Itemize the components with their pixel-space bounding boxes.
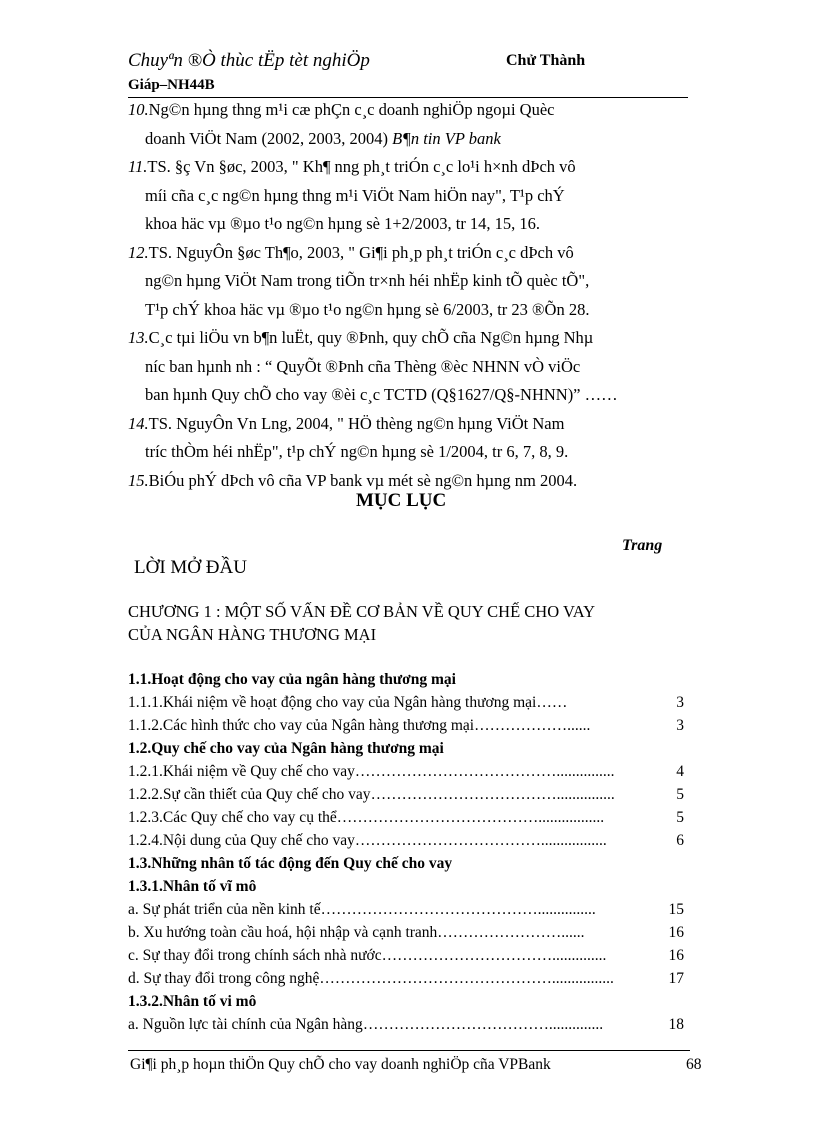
toc-section-heading	[128, 875, 684, 898]
reference-line	[128, 96, 690, 125]
reference-text: TS. §ç Vn §øc, 2003, " Kh¶ nng ph¸t triÓn c¸c lo¹i h×nh dÞch vô	[147, 157, 576, 176]
reference-line	[128, 438, 690, 467]
reference-line	[128, 353, 690, 382]
reference-line	[128, 182, 690, 211]
reference-text: ng©n hµng ViÖt Nam trong tiÕn tr×nh héi nhËp kinh tÕ quèc tÕ",	[145, 271, 590, 290]
reference-list	[128, 96, 690, 495]
toc-entry	[128, 944, 684, 967]
reference-item	[128, 239, 690, 325]
toc-entry-title: c. Sự thay đổi trong chính sách nhà nước	[128, 947, 382, 964]
reference-line	[128, 267, 690, 296]
toc-section-heading	[128, 668, 684, 691]
chapter-heading-line: CHƯƠNG 1 : MỘT SỐ VẤN ĐỀ CƠ BẢN VỀ QUY CHẾ CHO VAY	[128, 602, 596, 621]
reference-number: 10.	[128, 100, 149, 119]
document-title: Chuyªn ®Ò thùc tËp tèt nghiÖp	[128, 50, 370, 71]
toc-leader-dots: ……………………......	[437, 924, 585, 941]
toc-page-label: Trang	[622, 537, 663, 554]
reference-text: T¹p chÝ khoa häc vµ ®µo t¹o ng©n hµng sè 6/2003, tr 23 ®Õn 28.	[145, 299, 590, 319]
chapter-heading-line: CỦA NGÂN HÀNG THƯƠNG MẠI	[128, 625, 377, 644]
toc-entry	[128, 898, 684, 921]
toc-leader-dots: ……………………………………...............	[320, 901, 596, 918]
author-name: Chử Thành	[506, 52, 586, 69]
reference-text: míi cña c¸c ng©n hµng thng m¹i ViÖt Nam hiÖn nay", T¹p chÝ	[145, 185, 565, 205]
toc-page-number: 3	[676, 694, 684, 711]
toc-entry-title: a. Nguồn lực tài chính của Ngân hàng	[128, 1016, 363, 1033]
reference-text: ban hµnh Quy chÕ cho vay ®èi c¸c TCTD (Q§1627/Q§-NHNN)” ……	[145, 385, 618, 404]
toc-entry-title: 1.1.1.Khái niệm về hoạt động cho vay của Ngân hàng thương mại	[128, 694, 537, 711]
reference-line	[128, 153, 690, 182]
toc-entry-title: 1.2.1.Khái niệm về Quy chế cho vay	[128, 763, 355, 780]
toc-entry-title: 1.1.2.Các hình thức cho vay của Ngân hàng thương mại	[128, 717, 475, 734]
reference-item	[128, 153, 690, 239]
reference-text: doanh ViÖt Nam (2002, 2003, 2004)	[145, 128, 388, 148]
reference-number: 11.	[128, 157, 148, 176]
toc-entry-title: d. Sự thay đổi trong công nghệ	[128, 970, 320, 987]
reference-item	[128, 410, 690, 467]
reference-line	[128, 381, 690, 410]
reference-line	[128, 239, 690, 268]
toc-entry-title: 1.2.4.Nội dung của Quy chế cho vay	[128, 832, 355, 849]
table-of-contents	[128, 668, 684, 1036]
toc-leader-dots: …………………………………...............	[354, 763, 615, 780]
reference-line	[128, 324, 690, 353]
reference-item	[128, 96, 690, 153]
toc-leader-dots: ……………………………..............	[381, 947, 607, 964]
toc-title: MỤC LỤC	[356, 490, 447, 511]
toc-entry-title: a. Sự phát triển của nền kinh tế	[128, 901, 321, 918]
toc-section-heading	[128, 852, 684, 875]
toc-intro: LỜI MỞ ĐẦU	[134, 557, 247, 578]
toc-page-number: 5	[676, 786, 684, 803]
toc-section-heading	[128, 990, 684, 1013]
reference-text: TS. NguyÔn Vn Lng, 2004, " HÖ thèng ng©n hµng ViÖt Nam	[148, 413, 565, 433]
toc-leader-dots: ………………………………………................	[319, 970, 614, 987]
reference-source: B¶n tin VP bank	[392, 128, 501, 148]
toc-leader-dots: ……………………………….................	[354, 832, 607, 849]
toc-leader-dots: ……	[536, 694, 568, 711]
toc-entry-title: 1.1.Hoạt động cho vay của ngân hàng thương mại	[128, 671, 456, 688]
toc-entry	[128, 921, 684, 944]
reference-item	[128, 324, 690, 410]
toc-page-number: 6	[676, 832, 684, 849]
toc-page-number: 5	[676, 809, 684, 826]
toc-entry-title: 1.2.Quy chế cho vay của Ngân hàng thương mại	[128, 740, 444, 757]
toc-section-heading	[128, 737, 684, 760]
reference-number: 13.	[128, 328, 149, 347]
reference-number: 12.	[128, 242, 149, 262]
toc-page-number: 16	[668, 947, 684, 964]
reference-text: níc ban hµnh nh : “ QuyÕt ®Þnh cña Thèng ®èc NHNN vÒ viÖc	[145, 356, 581, 376]
reference-number: 15.	[128, 470, 149, 490]
toc-page-number: 3	[676, 717, 684, 734]
toc-entry	[128, 806, 684, 829]
toc-leader-dots: ………………………………….................	[336, 809, 605, 826]
toc-leader-dots: ………………......	[474, 717, 591, 734]
reference-line	[128, 125, 690, 154]
toc-entry	[128, 829, 684, 852]
reference-text: tríc thÒm héi nhËp", t¹p chÝ ng©n hµng sè 1/2004, tr 6, 7, 8, 9.	[145, 442, 569, 461]
reference-text: TS. NguyÔn §øc Th¶o, 2003, " Gi¶i ph¸p ph¸t triÓn c¸c dÞch vô	[148, 242, 574, 262]
footer-text: Gi¶i ph¸p hoµn thiÖn Quy chÕ cho vay doanh nghiÖp cña VPBank	[130, 1056, 551, 1073]
toc-entry	[128, 967, 684, 990]
toc-entry-title: 1.3.2.Nhân tố vi mô	[128, 993, 257, 1010]
toc-page-number: 18	[668, 1016, 684, 1033]
reference-text: C¸c tµi liÖu vn b¶n luËt, quy ®Þnh, quy chÕ cña Ng©n hµng Nhµ	[148, 328, 594, 347]
toc-page-number: 15	[668, 901, 684, 918]
reference-text: Ng©n hµng thng m¹i cæ phÇn c¸c doanh nghiÖp ngoµi Quèc	[148, 100, 555, 119]
toc-entry-title: b. Xu hướng toàn cầu hoá, hội nhập và cạnh tranh	[128, 924, 438, 941]
reference-text: khoa häc vµ ®µo t¹o ng©n hµng sè 1+2/2003, tr 14, 15, 16.	[145, 214, 541, 233]
toc-entry-title: 1.3.Những nhân tố tác động đến Quy chế cho vay	[128, 855, 453, 872]
reference-line	[128, 410, 690, 439]
reference-line	[128, 210, 690, 239]
page-number: 68	[686, 1056, 702, 1073]
toc-leader-dots: ………………………………..............	[362, 1016, 604, 1033]
toc-entry-title: 1.2.3.Các Quy chế cho vay cụ thể	[128, 809, 337, 826]
toc-page-number: 4	[676, 763, 684, 780]
toc-entry	[128, 714, 684, 737]
reference-text: BiÓu phÝ dÞch vô cña VP bank vµ mét sè ng©n hµng nm 2004.	[148, 470, 578, 490]
toc-entry-title: 1.3.1.Nhân tố vĩ mô	[128, 878, 257, 895]
toc-entry	[128, 783, 684, 806]
reference-number: 14.	[128, 413, 149, 433]
footer-divider	[128, 1050, 690, 1051]
chapter-heading	[128, 600, 595, 646]
toc-entry-title: 1.2.2.Sự cần thiết của Quy chế cho vay	[128, 786, 371, 803]
reference-line	[128, 296, 690, 325]
toc-entry	[128, 1013, 684, 1036]
toc-page-number: 17	[668, 970, 684, 987]
toc-entry	[128, 760, 684, 783]
toc-entry	[128, 691, 684, 714]
toc-leader-dots: ………………………………...............	[370, 786, 615, 803]
toc-page-number: 16	[668, 924, 684, 941]
class-code: Giáp–NH44B	[128, 77, 215, 93]
